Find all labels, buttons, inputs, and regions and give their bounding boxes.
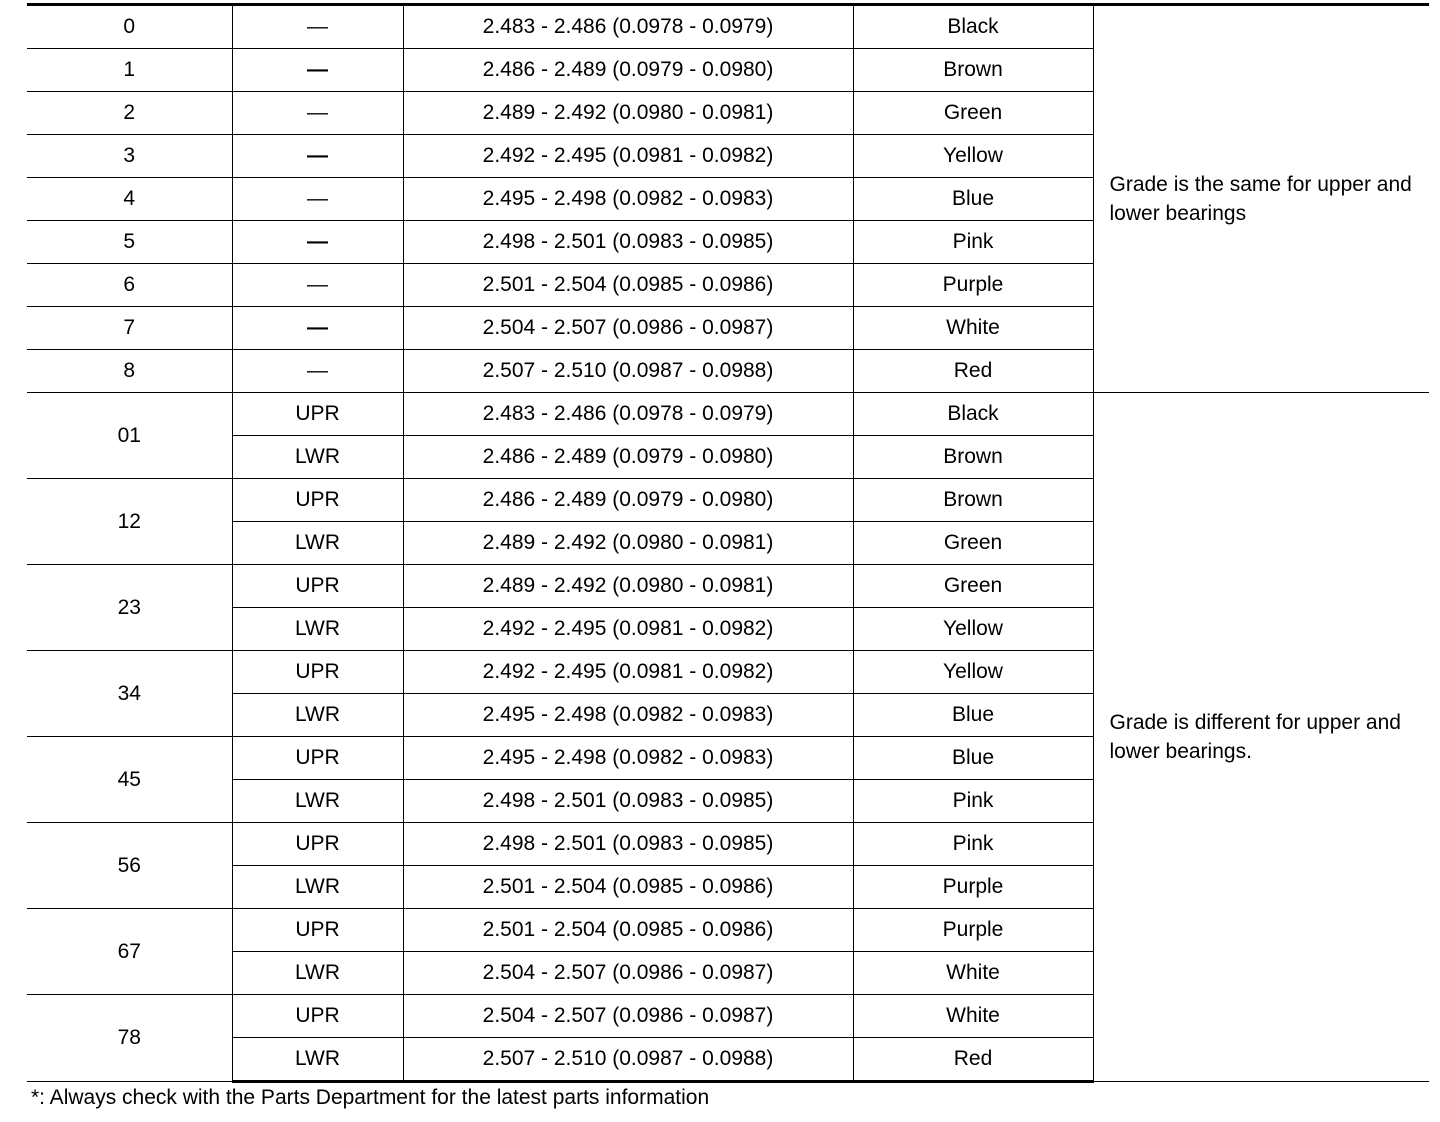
identification-color: Pink: [853, 221, 1093, 264]
bearing-position: UPR: [232, 909, 403, 952]
bearing-position: LWR: [232, 780, 403, 823]
identification-color: Green: [853, 522, 1093, 565]
identification-color: Purple: [853, 909, 1093, 952]
identification-color: Blue: [853, 694, 1093, 737]
grade-number: 34: [27, 651, 232, 737]
bearing-position: —: [232, 178, 403, 221]
thickness-range: 2.489 - 2.492 (0.0980 - 0.0981): [403, 565, 853, 608]
thickness-range: 2.507 - 2.510 (0.0987 - 0.0988): [403, 350, 853, 393]
bearing-position: LWR: [232, 952, 403, 995]
table-row-upper: [27, 393, 1429, 436]
identification-color: Blue: [853, 178, 1093, 221]
thickness-range: 2.501 - 2.504 (0.0985 - 0.0986): [403, 264, 853, 307]
identification-color: Purple: [853, 264, 1093, 307]
remarks-different-grade: Grade is different for upper and lower bearings.: [1093, 393, 1429, 1082]
identification-color: Red: [853, 1038, 1093, 1082]
thickness-range: 2.486 - 2.489 (0.0979 - 0.0980): [403, 436, 853, 479]
identification-color: Yellow: [853, 608, 1093, 651]
thickness-range: 2.492 - 2.495 (0.0981 - 0.0982): [403, 608, 853, 651]
bearing-position: UPR: [232, 823, 403, 866]
identification-color: Yellow: [853, 135, 1093, 178]
thickness-range: 2.495 - 2.498 (0.0982 - 0.0983): [403, 178, 853, 221]
thickness-range: 2.498 - 2.501 (0.0983 - 0.0985): [403, 780, 853, 823]
bearing-position: —: [232, 264, 403, 307]
grade-number: 8: [27, 350, 232, 393]
grade-number: 67: [27, 909, 232, 995]
grade-number: 4: [27, 178, 232, 221]
thickness-range: 2.498 - 2.501 (0.0983 - 0.0985): [403, 823, 853, 866]
identification-color: Black: [853, 393, 1093, 436]
bearing-position: —: [232, 350, 403, 393]
identification-color: Brown: [853, 436, 1093, 479]
identification-color: Black: [853, 5, 1093, 49]
bearing-position: —: [232, 92, 403, 135]
grade-number: 7: [27, 307, 232, 350]
grade-number: 78: [27, 995, 232, 1082]
thickness-range: 2.501 - 2.504 (0.0985 - 0.0986): [403, 909, 853, 952]
bearing-position: UPR: [232, 479, 403, 522]
bearing-position: —: [232, 135, 403, 178]
grade-number: 0: [27, 5, 232, 49]
identification-color: White: [853, 307, 1093, 350]
identification-color: Yellow: [853, 651, 1093, 694]
thickness-range: 2.486 - 2.489 (0.0979 - 0.0980): [403, 49, 853, 92]
bearing-position: UPR: [232, 565, 403, 608]
bearing-position: LWR: [232, 608, 403, 651]
identification-color: Blue: [853, 737, 1093, 780]
bearing-position: —: [232, 221, 403, 264]
grade-number: 01: [27, 393, 232, 479]
thickness-range: 2.507 - 2.510 (0.0987 - 0.0988): [403, 1038, 853, 1082]
thickness-range: 2.495 - 2.498 (0.0982 - 0.0983): [403, 694, 853, 737]
table-row: [27, 5, 1429, 49]
thickness-range: 2.489 - 2.492 (0.0980 - 0.0981): [403, 92, 853, 135]
identification-color: White: [853, 952, 1093, 995]
identification-color: Green: [853, 92, 1093, 135]
identification-color: Green: [853, 565, 1093, 608]
thickness-range: 2.489 - 2.492 (0.0980 - 0.0981): [403, 522, 853, 565]
grade-number: 1: [27, 49, 232, 92]
bearing-position: LWR: [232, 436, 403, 479]
grade-number: 45: [27, 737, 232, 823]
parts-footnote: *: Always check with the Parts Department for the latest parts information: [31, 1086, 710, 1109]
identification-color: Brown: [853, 479, 1093, 522]
bearing-grade-table-body: [27, 5, 1429, 1082]
bearing-position: LWR: [232, 1038, 403, 1082]
grade-number: 6: [27, 264, 232, 307]
identification-color: Red: [853, 350, 1093, 393]
identification-color: Pink: [853, 780, 1093, 823]
identification-color: White: [853, 995, 1093, 1038]
thickness-range: 2.504 - 2.507 (0.0986 - 0.0987): [403, 952, 853, 995]
bearing-position: UPR: [232, 393, 403, 436]
thickness-range: 2.498 - 2.501 (0.0983 - 0.0985): [403, 221, 853, 264]
grade-number: 56: [27, 823, 232, 909]
grade-number: 12: [27, 479, 232, 565]
thickness-range: 2.501 - 2.504 (0.0985 - 0.0986): [403, 866, 853, 909]
grade-number: 2: [27, 92, 232, 135]
bearing-position: LWR: [232, 866, 403, 909]
thickness-range: 2.504 - 2.507 (0.0986 - 0.0987): [403, 307, 853, 350]
identification-color: Pink: [853, 823, 1093, 866]
bearing-position: —: [232, 5, 403, 49]
grade-number: 3: [27, 135, 232, 178]
bearing-position: UPR: [232, 737, 403, 780]
thickness-range: 2.495 - 2.498 (0.0982 - 0.0983): [403, 737, 853, 780]
thickness-range: 2.483 - 2.486 (0.0978 - 0.0979): [403, 5, 853, 49]
identification-color: Purple: [853, 866, 1093, 909]
bearing-position: —: [232, 307, 403, 350]
grade-number: 5: [27, 221, 232, 264]
bearing-position: UPR: [232, 995, 403, 1038]
thickness-range: 2.504 - 2.507 (0.0986 - 0.0987): [403, 995, 853, 1038]
bearing-position: —: [232, 49, 403, 92]
thickness-range: 2.492 - 2.495 (0.0981 - 0.0982): [403, 651, 853, 694]
identification-color: Brown: [853, 49, 1093, 92]
thickness-range: 2.486 - 2.489 (0.0979 - 0.0980): [403, 479, 853, 522]
bearing-grade-table: [27, 3, 1429, 1083]
thickness-range: 2.483 - 2.486 (0.0978 - 0.0979): [403, 393, 853, 436]
thickness-range: 2.492 - 2.495 (0.0981 - 0.0982): [403, 135, 853, 178]
remarks-same-grade: Grade is the same for upper and lower bearings: [1093, 5, 1429, 393]
bearing-position: UPR: [232, 651, 403, 694]
bearing-position: LWR: [232, 694, 403, 737]
bearing-position: LWR: [232, 522, 403, 565]
grade-number: 23: [27, 565, 232, 651]
